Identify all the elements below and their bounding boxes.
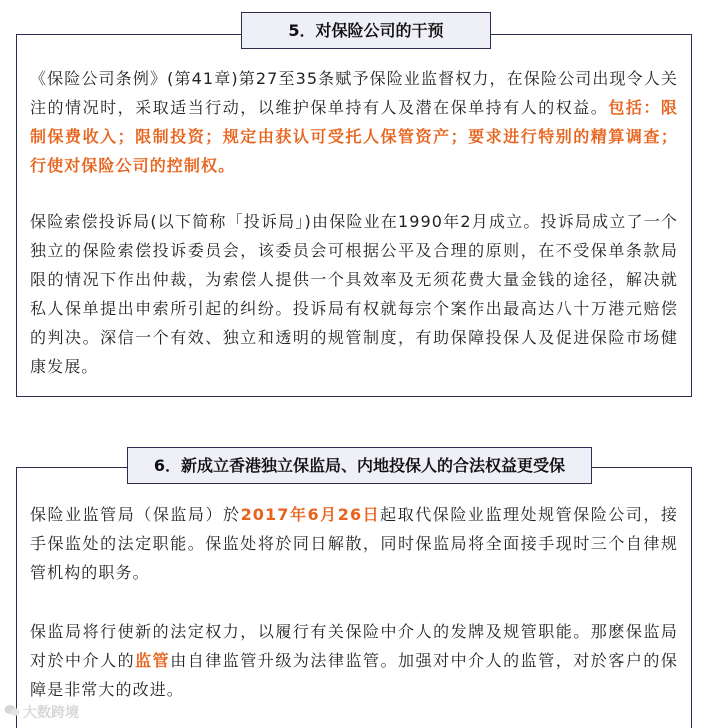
section-6-paragraph-2-after: 由自律监管升级为法律监管。加强对中介人的监管，对於客户的保障是非常大的改进。: [30, 651, 679, 699]
section-5-measures-highlight: 包括：限制保费收入；限制投资；规定由获认可受托人保管资产；要求进行特别的精算调查；行使对保险公司的控制权。: [30, 98, 678, 175]
section-6-date-highlight: 2017年6月26日: [240, 505, 381, 524]
section-6-paragraph-1-after: 起取代保险业监理处规管保险公司，接手保监处的法定职能。保监处将於同日解散，同时保监局将全面接手现时三个自律规管机构的职务。: [30, 505, 679, 582]
section-6-paragraph-1-before: 保险业监管局（保监局）於: [30, 505, 241, 524]
watermark-text: 大数跨境: [23, 705, 79, 721]
watermark: [4, 702, 79, 722]
section-6-title: 6．新成立香港独立保监局、内地投保人的合法权益更受保: [127, 447, 592, 484]
wechat-icon: [4, 704, 20, 721]
section-5-title: 5．对保险公司的干预: [241, 12, 491, 49]
section-6-paragraph-1: [30, 500, 678, 587]
section-6-supervision-highlight: 监管: [135, 651, 171, 670]
section-5-paragraph-1-text: 《保险公司条例》(第41章)第27至35条赋予保险业监督权力，在保险公司出现令人关注的情况时，采取适当行动，以维护保单持有人及潜在保单持有人的权益。: [30, 69, 678, 117]
section-5-paragraph-2: 保险索偿投诉局(以下简称「投诉局」)由保险业在1990年2月成立。投诉局成立了一个独立的保险索偿投诉委员会，该委员会可根据公平及合理的原则，在不受保单条款局限的情况下作出仲裁，为索偿人提供一个具效率及无须花费大量金钱的途径，解决就私人保单提出申索所引起的纠纷。投诉局有权就每宗个案作出最高达八十万港元赔偿的判决。深信一个有效、独立和透明的规管制度，有助保障投保人及促进保险市场健康发展。: [30, 212, 678, 376]
section-5-paragraph-1: [30, 64, 678, 180]
section-6-paragraph-2: [30, 617, 678, 704]
section-6-paragraph-2-before: 保监局将行使新的法定权力，以履行有关保险中介人的发牌及规管职能。那麽保监局对於中介人的: [30, 622, 678, 670]
